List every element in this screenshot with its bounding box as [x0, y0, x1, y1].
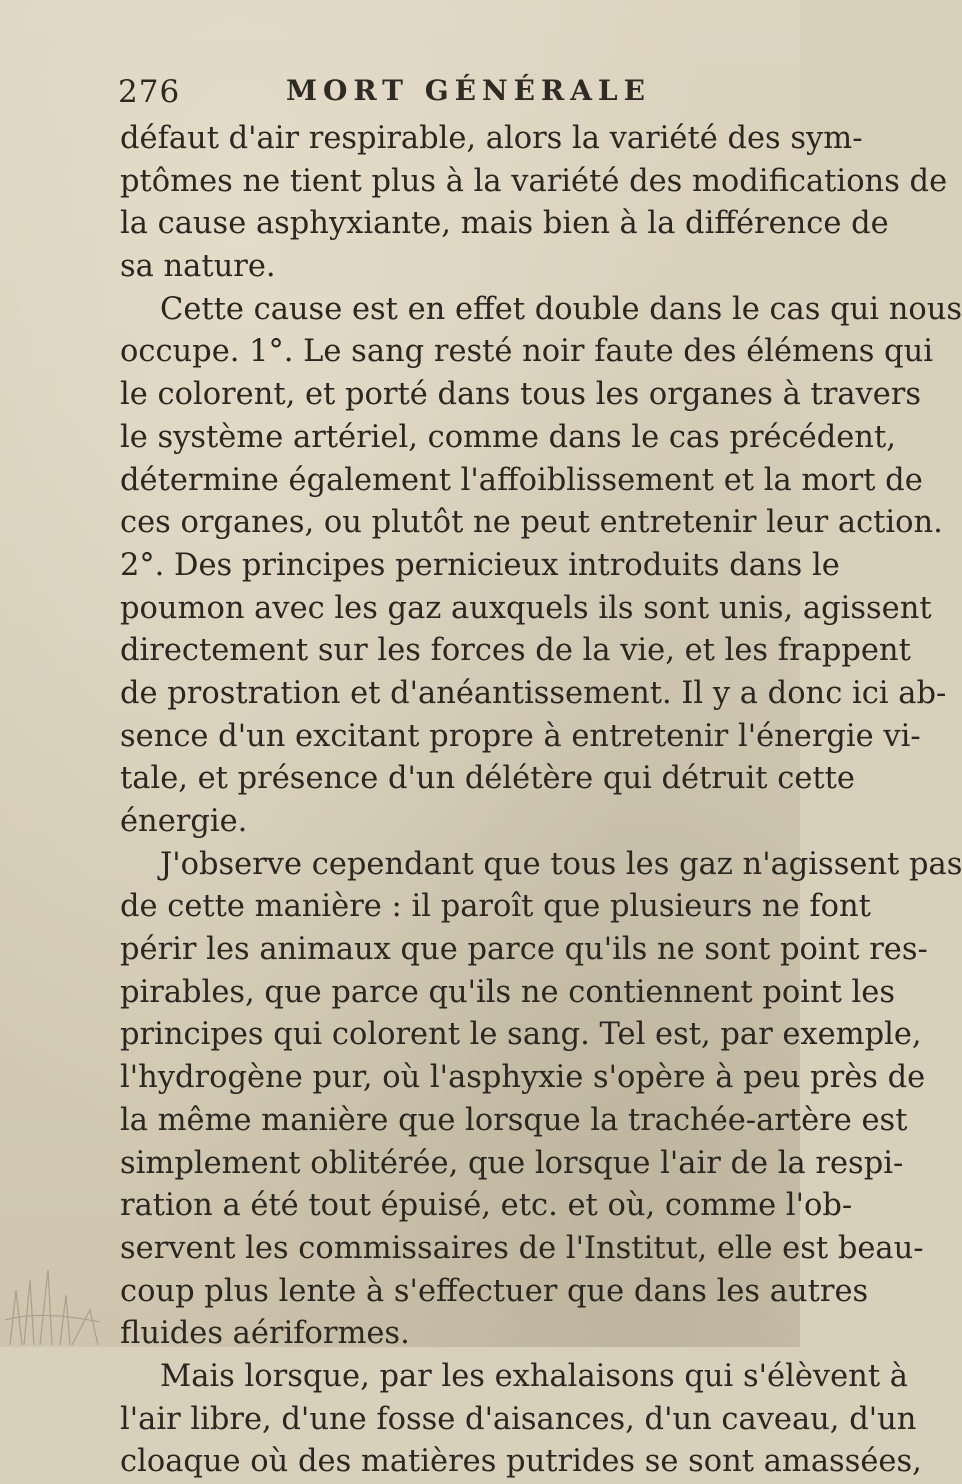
- text-line: cloaque où des matières putrides se sont amassées,: [120, 1444, 922, 1480]
- text-line: ptômes ne tient plus à la variété des modifications de: [120, 163, 948, 199]
- text-line: J'observe cependant que tous les gaz n'agissent pas: [160, 846, 962, 882]
- text-line: occupe. 1°. Le sang resté noir faute des élémens qui: [120, 334, 933, 370]
- text-line: coup plus lente à s'effectuer que dans les autres: [120, 1273, 869, 1309]
- body-text: [120, 118, 962, 1484]
- text-line: la même manière que lorsque la trachée-artère est: [120, 1102, 908, 1138]
- text-line: énergie.: [120, 804, 248, 839]
- running-head: MORT GÉNÉRALE: [286, 74, 651, 107]
- text-line: l'hydrogène pur, où l'asphyxie s'opère à peu près de: [120, 1060, 926, 1096]
- text-line: la cause asphyxiante, mais bien à la différence de: [120, 206, 889, 242]
- text-line: le colorent, et porté dans tous les organes à travers: [120, 377, 922, 413]
- text-line: poumon avec les gaz auxquels ils sont unis, agissent: [120, 590, 932, 626]
- text-line: périr les animaux que parce qu'ils ne sont point res-: [120, 932, 928, 968]
- text-line: pirables, que parce qu'ils ne contiennent point les: [120, 974, 896, 1010]
- text-line: sence d'un excitant propre à entretenir l'énergie vi-: [120, 718, 921, 754]
- margin-sketch-mark: [0, 1250, 120, 1347]
- text-line: de prostration et d'anéantissement. Il y a donc ici ab-: [120, 675, 947, 711]
- page-number: 276: [118, 74, 181, 110]
- text-line: directement sur les forces de la vie, et les frappent: [120, 633, 911, 669]
- text-line: ces organes, ou plutôt ne peut entretenir leur action.: [120, 505, 943, 541]
- text-line: l'air libre, d'une fosse d'aisances, d'un caveau, d'un: [120, 1401, 917, 1437]
- text-line: Cette cause est en effet double dans le cas qui nous: [160, 291, 962, 327]
- text-line: ration a été tout épuisé, etc. et où, comme l'ob-: [120, 1188, 853, 1224]
- text-line: simplement oblitérée, que lorsque l'air de la respi-: [120, 1145, 904, 1181]
- page-header: [118, 62, 678, 108]
- text-line: détermine également l'affoiblissement et la mort de: [120, 462, 923, 498]
- text-line: tale, et présence d'un délétère qui détruit cette: [120, 761, 855, 797]
- text-line: le système artériel, comme dans le cas précédent,: [120, 419, 896, 455]
- text-line: fluides aériformes.: [120, 1316, 410, 1352]
- text-line: servent les commissaires de l'Institut, elle est beau-: [120, 1230, 924, 1266]
- text-line: principes qui colorent le sang. Tel est, par exemple,: [120, 1017, 922, 1053]
- text-line: Mais lorsque, par les exhalaisons qui s'élèvent à: [160, 1358, 908, 1394]
- text-line: sa nature.: [120, 249, 276, 285]
- text-line: 2°. Des principes pernicieux introduits dans le: [120, 547, 840, 583]
- text-line: de cette manière : il paroît que plusieurs ne font: [120, 889, 871, 925]
- text-line: défaut d'air respirable, alors la variété des sym-: [120, 121, 863, 156]
